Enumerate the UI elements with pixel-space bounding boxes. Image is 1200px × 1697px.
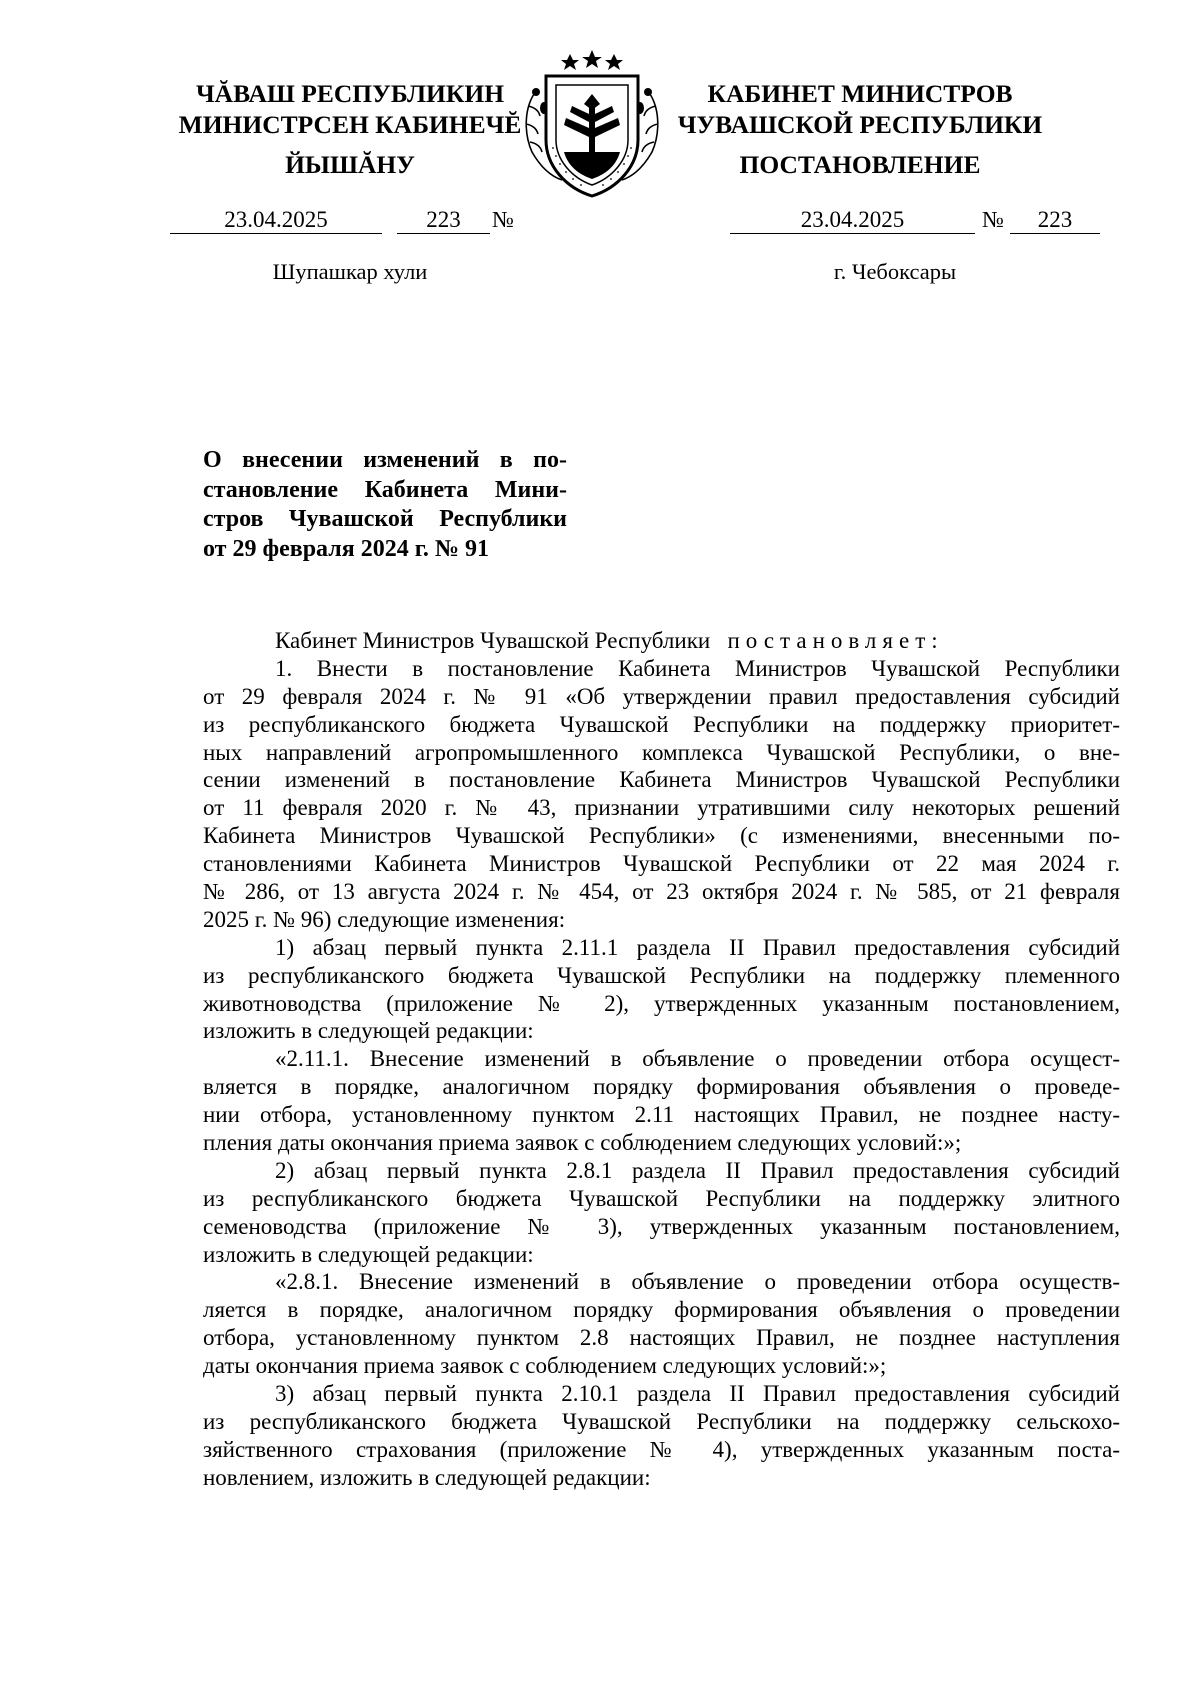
body-line: из республиканского бюджета Чувашской Республики на поддержку приоритет-: [203, 711, 1120, 737]
body-line: «2.8.1. Внесение изменений в объявление о проведении отбора осуществ-: [275, 1269, 1120, 1295]
body-line: от 29 февраля 2024 г. № 91 «Об утверждении правил предоставления субсидий: [203, 683, 1120, 709]
date-field-left: 23.04.2025: [170, 206, 382, 234]
body-line: 2) абзац первый пункта 2.8.1 раздела II Правил предоставления субсидий: [275, 1157, 1120, 1183]
doc-type-russian: ПОСТАНОВЛЕНИЕ: [739, 150, 981, 179]
body-line: животноводства (приложение № 2), утвержденных указанным постановлением,: [203, 990, 1120, 1016]
document-body: [203, 627, 1120, 1492]
body-line: изложить в следующей редакции:: [203, 1018, 534, 1044]
opening-line: [203, 627, 1120, 655]
body-line: «2.11.1. Внесение изменений в объявление о проведении отбора осущест-: [275, 1046, 1120, 1072]
title-line: становление Кабинета Мини-: [203, 476, 567, 503]
body-line: нии отбора, установленному пунктом 2.11 настоящих Правил, не позднее насту-: [203, 1102, 1120, 1128]
title-line: от 29 февраля 2024 г. № 91: [203, 535, 490, 562]
body-line: 3) абзац первый пункта 2.10.1 раздела II Правил предоставления субсидий: [275, 1381, 1120, 1407]
body-line: 1. Внести в постановление Кабинета Министров Чувашской Республики: [275, 655, 1120, 681]
body-line: 2025 г. № 96) следующие изменения:: [203, 906, 566, 932]
body-line: из республиканского бюджета Чувашской Республики на поддержку племенного: [203, 962, 1120, 988]
body-line: даты окончания приема заявок с соблюдением следующих условий:»;: [203, 1353, 887, 1379]
number-sign-right: №: [982, 207, 1004, 232]
city-chuvash: Шупашкар хули: [272, 259, 428, 284]
body-line: 1) абзац первый пункта 2.11.1 раздела II Правил предоставления субсидий: [275, 934, 1120, 960]
title-line: стров Чувашской Республики: [203, 506, 567, 532]
date-field-right: 23.04.2025: [730, 206, 975, 234]
org-name-russian: КАБИНЕТ МИНИСТРОВ ЧУВАШСКОЙ РЕСПУБЛИКИ: [677, 79, 1043, 139]
body-line: ляется в порядке, аналогичном порядку формирования объявления о проведении: [203, 1297, 1120, 1323]
number-field-left: 223: [397, 206, 490, 234]
body-line: из республиканского бюджета Чувашской Республики на поддержку сельскохо-: [203, 1408, 1120, 1434]
body-line: становлениями Кабинета Министров Чувашской Республики от 22 мая 2024 г.: [203, 851, 1120, 877]
body-line: отбора, установленному пунктом 2.8 настоящих Правил, не позднее наступления: [203, 1325, 1120, 1351]
doc-type-chuvash: ЙЫШĂНУ: [285, 150, 415, 179]
opening-verb: постановляет:: [727, 628, 944, 653]
number-field-right: 223: [1010, 206, 1100, 234]
body-line: новлением, изложить в следующей редакции:: [203, 1464, 651, 1490]
body-line: № 286, от 13 августа 2024 г. № 454, от 23 октября 2024 г. № 585, от 21 февраля: [203, 879, 1120, 905]
body-line: Кабинета Министров Чувашской Республики» (с изменениями, внесенными по-: [203, 823, 1120, 849]
title-line: О внесении изменений в по-: [203, 447, 567, 473]
body-line: семеноводства (приложение № 3), утвержденных указанным постановлением,: [203, 1213, 1120, 1239]
city-russian: г. Чебоксары: [833, 259, 957, 284]
body-line: зяйственного страхования (приложение № 4), утвержденных указанным поста-: [203, 1436, 1120, 1462]
body-line: изложить в следующей редакции:: [203, 1241, 534, 1267]
body-line: из республиканского бюджета Чувашской Республики на поддержку элитного: [203, 1185, 1120, 1211]
body-line: пления даты окончания приема заявок с соблюдением следующих условий:»;: [203, 1130, 962, 1156]
body-line: от 11 февраля 2020 г. № 43, признании утратившими силу некоторых решений: [203, 795, 1120, 821]
coat-of-arms-icon: [520, 48, 664, 200]
body-line: вляется в порядке, аналогичном порядку формирования объявления о проведе-: [203, 1074, 1120, 1100]
document-title: [203, 446, 567, 564]
body-line: сении изменений в постановление Кабинета Министров Чувашской Республики: [203, 767, 1120, 793]
number-sign-left: №: [492, 207, 514, 232]
body-line: ных направлений агропромышленного комплекса Чувашской Республики, о вне-: [203, 739, 1120, 765]
org-name-chuvash: ЧĂВАШ РЕСПУБЛИКИН МИНИСТРСЕН КАБИНЕЧĔ: [178, 79, 522, 139]
opening-text: Кабинет Министров Чувашской Республики: [275, 628, 711, 653]
